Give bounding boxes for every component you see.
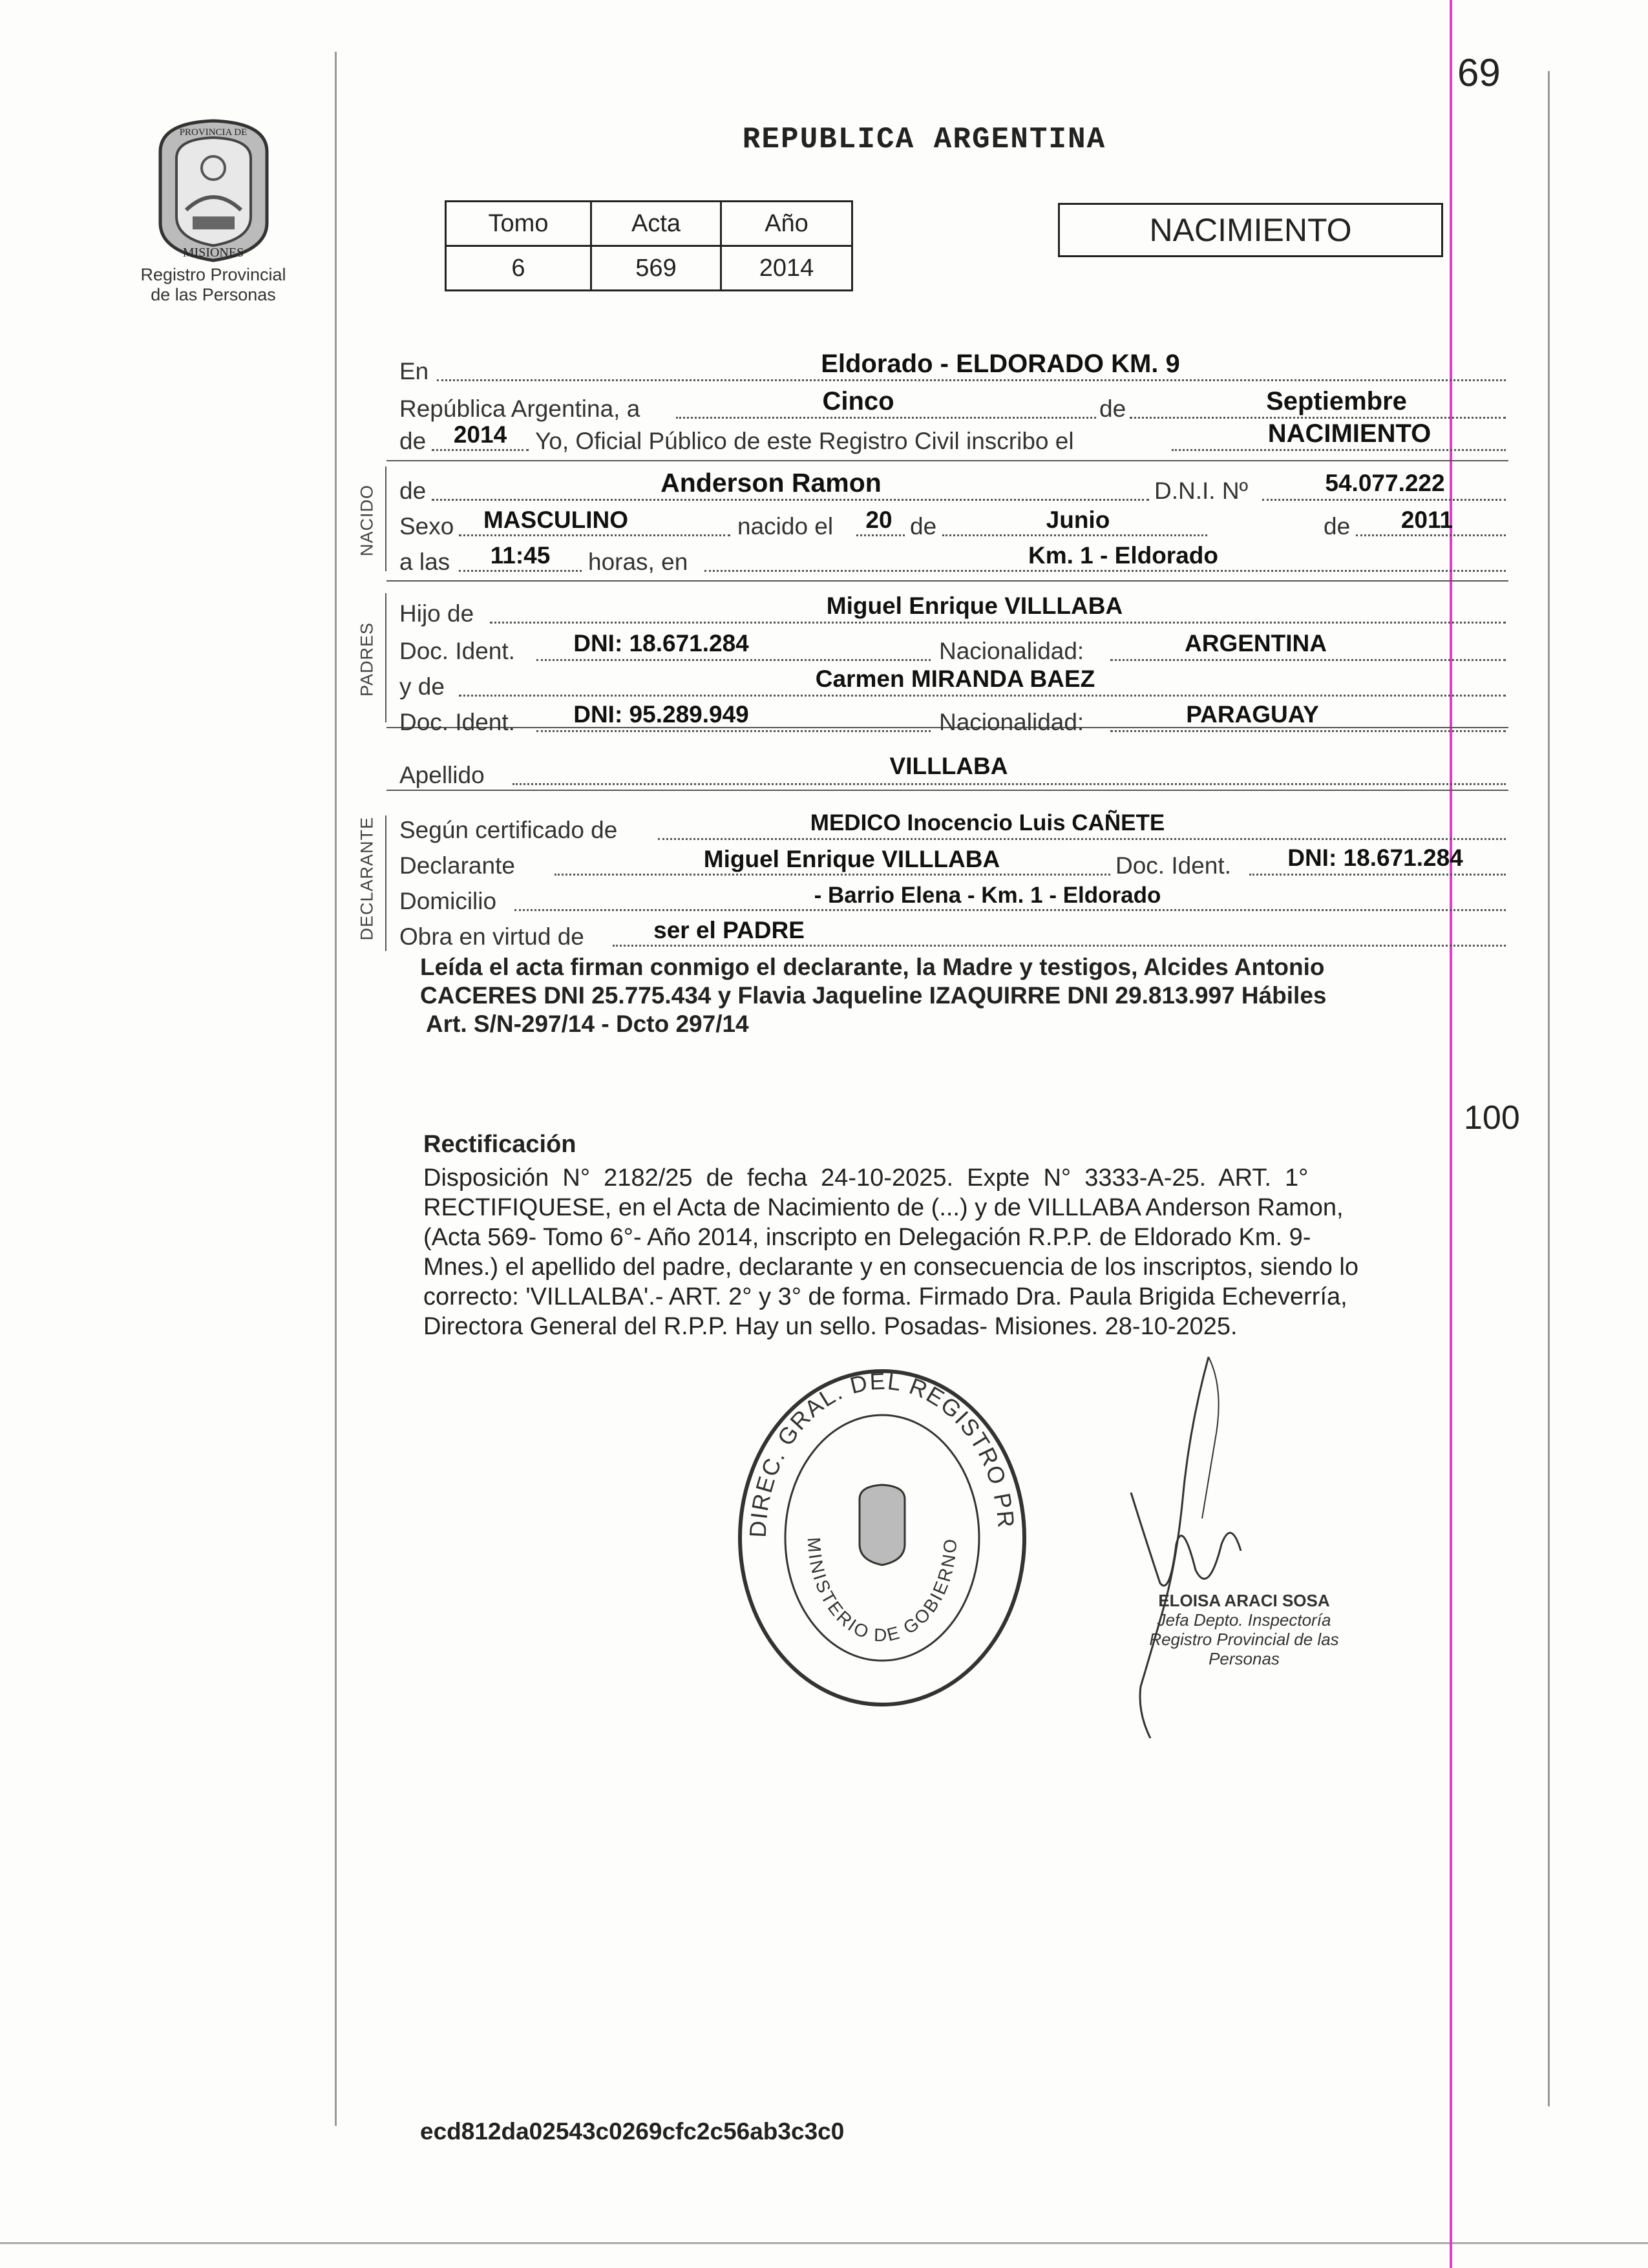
row-apellido	[399, 753, 1506, 792]
row-domicilio	[399, 879, 1506, 918]
signer-role: Jefa Depto. Inspectoría	[1157, 1610, 1331, 1630]
dots	[1110, 730, 1506, 732]
label-en: En	[399, 358, 429, 384]
left-margin-line	[335, 52, 337, 2126]
margin-marker-line	[1450, 0, 1452, 2268]
row-hijo	[399, 591, 1506, 630]
document-hash: ecd812da02543c0269cfc2c56ab3c3c0	[420, 2118, 845, 2145]
value-year: 2014	[453, 421, 507, 448]
row-obra	[399, 914, 1506, 953]
value-birth-day: 20	[865, 507, 893, 533]
value-mother-nat: PARAGUAY	[1186, 701, 1319, 728]
label-hijo: Hijo de	[399, 600, 474, 627]
rectification-line: (Acta 569- Tomo 6°- Año 2014, inscripto en Delegación R.P.P. de Eldorado Km. 9-	[423, 1224, 1311, 1251]
document-title: REPUBLICA ARGENTINA	[742, 123, 1106, 156]
value-birth-place: Km. 1 - Eldorado	[1028, 542, 1218, 569]
value-place: Eldorado - ELDORADO KM. 9	[821, 350, 1180, 378]
dots	[512, 783, 1506, 785]
registry-caption-line1: Registro Provincial	[140, 265, 286, 284]
section-divider-nacido	[386, 460, 1508, 461]
signer-name: ELOISA ARACI SOSA	[1158, 1591, 1330, 1610]
value-dni: 54.077.222	[1325, 470, 1445, 496]
rectification-line: RECTIFIQUESE, en el Acta de Nacimiento de (...) y de VILLLABA Anderson Ramon,	[423, 1194, 1344, 1221]
dots	[1172, 449, 1506, 451]
signing-line: Art. S/N-297/14 - Dcto 297/14	[420, 1011, 749, 1037]
bottom-edge-line	[0, 2242, 1648, 2244]
label-nacido: nacido el	[737, 513, 834, 540]
tomo-header: Tomo	[446, 202, 591, 246]
dots	[490, 622, 1506, 624]
label-de: de	[1324, 513, 1351, 540]
dots	[1262, 499, 1506, 501]
side-label-padres: PADRES	[357, 622, 377, 697]
tomo-acta-table	[445, 200, 853, 291]
rectification-line: Mnes.) el apellido del padre, declarante y en consecuencia de los inscriptos, siendo lo	[423, 1254, 1358, 1281]
value-name: Anderson Ramon	[660, 468, 882, 498]
label-declarante: Declarante	[399, 852, 515, 879]
value-certificate: MEDICO Inocencio Luis CAÑETE	[810, 810, 1165, 835]
value-birth-month: Junio	[1046, 507, 1110, 533]
label-nacionalidad: Nacionalidad:	[939, 638, 1084, 664]
rectification-heading: Rectificación	[423, 1131, 576, 1158]
label-apellido: Apellido	[399, 762, 485, 788]
dots	[432, 499, 1149, 501]
label-horas: horas, en	[588, 549, 688, 575]
label-doc: Doc. Ident.	[399, 638, 515, 664]
dots	[1249, 874, 1506, 876]
label-doc: Doc. Ident.	[399, 709, 515, 735]
label-declarante-doc: Doc. Ident.	[1115, 852, 1231, 879]
row-father-doc	[399, 629, 1506, 667]
label-obra: Obra en virtud de	[399, 923, 584, 950]
value-mother-doc: DNI: 95.289.949	[573, 701, 749, 728]
row-name	[399, 468, 1506, 507]
value-declarante: Miguel Enrique VILLLABA	[703, 846, 1000, 872]
dots	[514, 909, 1506, 911]
row-en	[399, 349, 1506, 388]
page-number: 69	[1457, 51, 1501, 94]
svg-text:MISIONES: MISIONES	[182, 246, 244, 260]
dots	[459, 695, 1506, 697]
anio-value: 2014	[721, 246, 852, 291]
page-reference: 100	[1464, 1099, 1520, 1137]
row-mother	[399, 664, 1506, 703]
dots	[942, 534, 1207, 536]
dots	[437, 379, 1506, 381]
signing-statement	[420, 953, 1506, 1038]
label-de: de	[1099, 395, 1126, 422]
rectification-line: correcto: 'VILLALBA'.- ART. 2° y 3° de forma. Firmado Dra. Paula Brigida Echeverría,	[423, 1283, 1347, 1310]
value-father: Miguel Enrique VILLLABA	[826, 593, 1123, 619]
value-day-written: Cinco	[822, 387, 894, 415]
dots	[1356, 534, 1506, 536]
nacido-bracket	[385, 467, 386, 571]
side-label-declarante: DECLARANTE	[357, 816, 377, 941]
value-month-written: Septiembre	[1266, 387, 1407, 415]
label-de: de	[399, 428, 427, 454]
value-act-name: NACIMIENTO	[1267, 419, 1431, 448]
label-yo: Yo, Oficial Público de este Registro Civil inscribo el	[535, 428, 1074, 454]
row-sexo	[399, 504, 1506, 543]
dots	[459, 534, 730, 536]
value-declarante-doc: DNI: 18.671.284	[1287, 845, 1463, 871]
row-year	[399, 419, 1506, 457]
value-father-nat: ARGENTINA	[1185, 630, 1327, 656]
dots	[613, 945, 1506, 947]
right-margin-line	[1548, 71, 1550, 2106]
dots	[1110, 659, 1506, 661]
dots	[459, 570, 582, 572]
label-republica: República Argentina, a	[399, 395, 640, 422]
rectification-line: Directora General del R.P.P. Hay un sello. Posadas- Misiones. 28-10-2025.	[423, 1313, 1238, 1340]
label-y-de: y de	[399, 673, 445, 700]
dots	[536, 659, 931, 661]
act-type-box: NACIMIENTO	[1058, 203, 1443, 257]
label-segun: Según certificado de	[399, 817, 618, 843]
section-divider-padres	[386, 580, 1508, 582]
value-mother: Carmen MIRANDA BAEZ	[815, 666, 1095, 692]
svg-text:PROVINCIA DE: PROVINCIA DE	[179, 127, 248, 138]
label-nacionalidad: Nacionalidad:	[939, 709, 1084, 735]
row-certificado	[399, 808, 1506, 846]
anio-header: Año	[721, 202, 852, 246]
official-seal	[730, 1363, 1034, 1712]
signer-org: Registro Provincial de las Personas	[1149, 1630, 1339, 1668]
label-domicilio: Domicilio	[399, 888, 497, 914]
dots	[555, 874, 1110, 876]
value-domicilio: - Barrio Elena - Km. 1 - Eldorado	[814, 883, 1161, 908]
rectification-body	[423, 1163, 1509, 1341]
padres-bracket	[385, 593, 386, 722]
value-sexo: MASCULINO	[483, 507, 629, 533]
acta-header: Acta	[591, 202, 721, 246]
declarante-bracket	[385, 815, 386, 951]
label-dni: D.N.I. Nº	[1154, 478, 1249, 504]
acta-value: 569	[591, 246, 721, 291]
tomo-value: 6	[446, 246, 591, 291]
row-hora	[399, 540, 1506, 578]
label-de: de	[910, 513, 937, 540]
label-sexo: Sexo	[399, 513, 454, 540]
registry-caption-line2: de las Personas	[151, 285, 276, 304]
value-father-doc: DNI: 18.671.284	[573, 630, 749, 656]
svg-text:DIREC. GRAL. DEL REGISTRO PROV: DIREC. GRAL. DEL REGISTRO PR	[744, 1367, 1020, 1538]
rectification-line: Disposición N° 2182/25 de fecha 24-10-2025. Expte N° 3333-A-25. ART. 1°	[423, 1164, 1309, 1192]
svg-text:MINISTERIO DE GOBIERNO: MINISTERIO DE GOBIERNO	[803, 1537, 961, 1646]
dots	[704, 570, 1506, 572]
value-birth-time: 11:45	[490, 542, 551, 569]
label-de: de	[399, 478, 427, 504]
row-mother-doc	[399, 700, 1506, 739]
signature-block	[1115, 1591, 1373, 1668]
side-label-nacido: NACIDO	[357, 485, 377, 557]
label-a-las: a las	[399, 549, 450, 575]
registry-caption	[103, 265, 323, 305]
dots	[432, 449, 529, 451]
value-obra: ser el PADRE	[653, 917, 805, 943]
signing-line: CACERES DNI 25.775.434 y Flavia Jaqueline IZAQUIRRE DNI 29.813.997 Hábiles	[420, 982, 1327, 1009]
dots	[536, 730, 931, 732]
value-birth-year: 2011	[1400, 507, 1453, 533]
handwritten-signature	[1112, 1350, 1305, 1758]
dots	[658, 838, 1506, 840]
dots	[856, 534, 905, 536]
signing-line: Leída el acta firman conmigo el declarante, la Madre y testigos, Alcides Antonio	[420, 954, 1325, 980]
value-apellido: VILLLABA	[889, 753, 1008, 779]
row-declarante	[399, 843, 1506, 882]
